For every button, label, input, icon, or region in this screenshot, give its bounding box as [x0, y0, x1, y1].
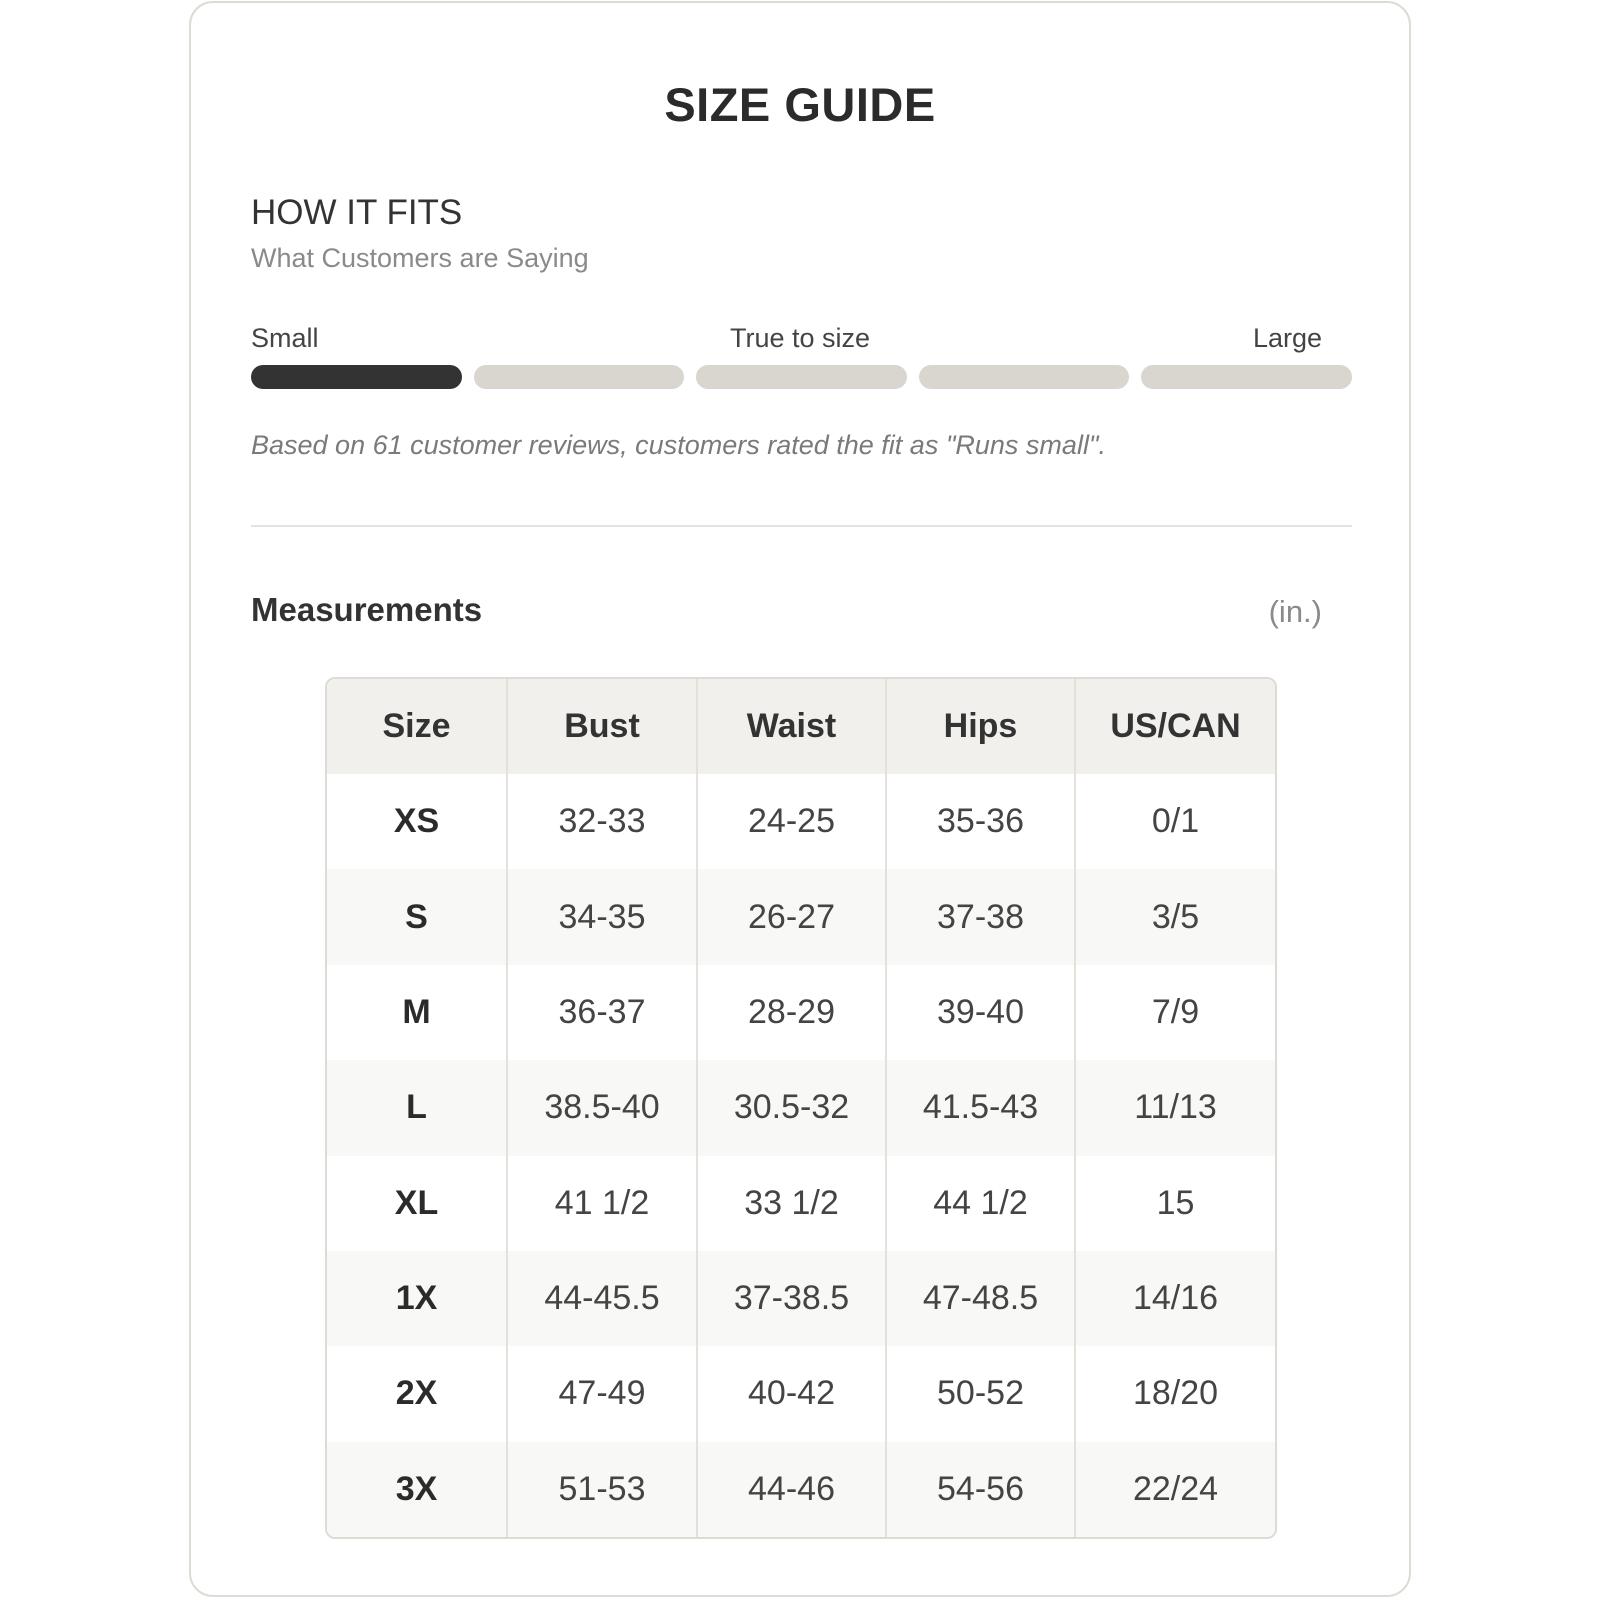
size-label-cell: XL — [327, 1156, 507, 1251]
table-row — [327, 1156, 1275, 1251]
table-row — [327, 869, 1275, 964]
size-label-cell: XS — [327, 774, 507, 869]
column-header-size: Size — [327, 679, 507, 774]
fit-rating-bar — [251, 365, 1352, 389]
table-header-row — [327, 679, 1275, 774]
fit-segment-4 — [919, 365, 1130, 389]
table-row — [327, 1060, 1275, 1155]
fit-scale-true-label: True to size — [729, 323, 871, 353]
table-cell: 37-38 — [886, 869, 1075, 964]
table-cell: 47-48.5 — [886, 1251, 1075, 1346]
column-header-bust: Bust — [507, 679, 697, 774]
fit-segment-2 — [474, 365, 685, 389]
size-guide-panel — [189, 1, 1411, 1597]
table-cell: 24-25 — [697, 774, 886, 869]
measurements-unit: (in.) — [1268, 594, 1322, 629]
table-cell: 18/20 — [1075, 1346, 1275, 1441]
table-cell: 35-36 — [886, 774, 1075, 869]
how-it-fits-heading: HOW IT FITS — [251, 193, 463, 232]
table-cell: 41.5-43 — [886, 1060, 1075, 1155]
table-cell: 39-40 — [886, 965, 1075, 1060]
size-table-container — [325, 677, 1277, 1539]
table-cell: 37-38.5 — [697, 1251, 886, 1346]
table-cell: 47-49 — [507, 1346, 697, 1441]
table-cell: 33 1/2 — [697, 1156, 886, 1251]
fit-segment-1-selected — [251, 365, 462, 389]
table-cell: 0/1 — [1075, 774, 1275, 869]
table-cell: 3/5 — [1075, 869, 1275, 964]
measurements-heading: Measurements — [251, 591, 483, 628]
page-title: SIZE GUIDE — [664, 78, 936, 131]
table-row — [327, 774, 1275, 869]
table-cell: 15 — [1075, 1156, 1275, 1251]
table-cell: 36-37 — [507, 965, 697, 1060]
table-cell: 11/13 — [1075, 1060, 1275, 1155]
fit-summary-note: Based on 61 customer reviews, customers rated the fit as "Runs small". — [251, 430, 1107, 460]
table-cell: 28-29 — [697, 965, 886, 1060]
table-row — [327, 1251, 1275, 1346]
table-cell: 26-27 — [697, 869, 886, 964]
table-cell: 14/16 — [1075, 1251, 1275, 1346]
table-body — [327, 774, 1275, 1537]
table-cell: 32-33 — [507, 774, 697, 869]
table-cell: 44-46 — [697, 1442, 886, 1537]
size-label-cell: S — [327, 869, 507, 964]
table-cell: 34-35 — [507, 869, 697, 964]
table-cell: 22/24 — [1075, 1442, 1275, 1537]
table-cell: 41 1/2 — [507, 1156, 697, 1251]
column-header-hips: Hips — [886, 679, 1075, 774]
table-cell: 44 1/2 — [886, 1156, 1075, 1251]
table-row — [327, 965, 1275, 1060]
size-label-cell: M — [327, 965, 507, 1060]
table-row — [327, 1442, 1275, 1537]
table-cell: 50-52 — [886, 1346, 1075, 1441]
table-cell: 51-53 — [507, 1442, 697, 1537]
table-row — [327, 1346, 1275, 1441]
table-cell: 30.5-32 — [697, 1060, 886, 1155]
size-label-cell: 3X — [327, 1442, 507, 1537]
size-label-cell: 2X — [327, 1346, 507, 1441]
fit-scale-large-label: Large — [1252, 323, 1322, 353]
size-label-cell: L — [327, 1060, 507, 1155]
column-header-us-can: US/CAN — [1075, 679, 1275, 774]
size-table — [327, 679, 1275, 1537]
fit-segment-5 — [1141, 365, 1352, 389]
fit-scale-small-label: Small — [251, 323, 319, 353]
table-cell: 44-45.5 — [507, 1251, 697, 1346]
fit-segment-3 — [696, 365, 907, 389]
how-it-fits-subheading: What Customers are Saying — [251, 243, 589, 273]
section-divider — [251, 525, 1352, 527]
size-label-cell: 1X — [327, 1251, 507, 1346]
table-cell: 7/9 — [1075, 965, 1275, 1060]
column-header-waist: Waist — [697, 679, 886, 774]
table-cell: 38.5-40 — [507, 1060, 697, 1155]
table-cell: 40-42 — [697, 1346, 886, 1441]
table-cell: 54-56 — [886, 1442, 1075, 1537]
